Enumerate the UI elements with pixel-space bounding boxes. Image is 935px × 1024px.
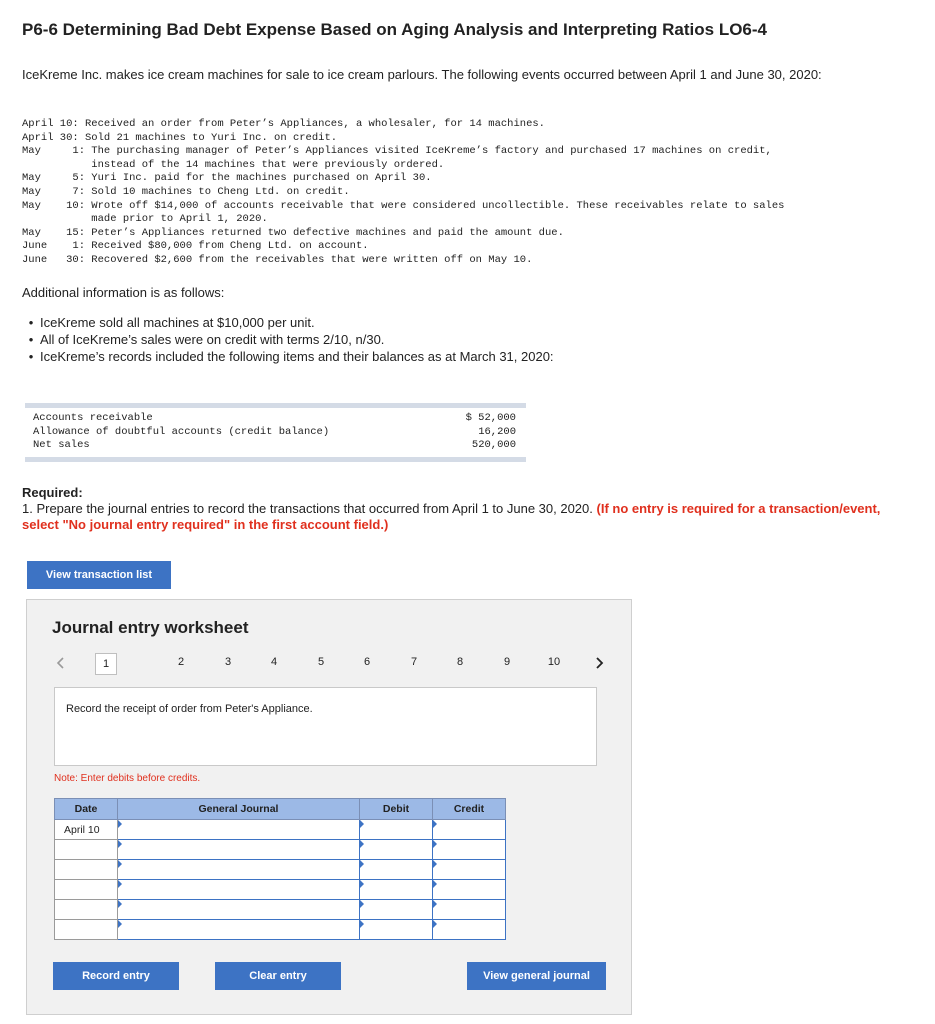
worksheet-pager [54, 654, 604, 674]
journal-row [55, 920, 506, 940]
chevron-right-icon[interactable] [594, 656, 604, 670]
page-tab-8[interactable]: 8 [456, 656, 464, 668]
journal-row [55, 860, 506, 880]
record-entry-button[interactable]: Record entry [53, 962, 179, 990]
journal-header-row [55, 799, 506, 820]
bullet-item: • IceKreme’s records included the following items and their balances as at March 31, 2020: [22, 348, 554, 365]
event-line: May 10: Wrote off $14,000 of accounts receivable that were considered uncollectible. These receivables relate to sales [22, 199, 785, 212]
balances-table [25, 403, 526, 462]
event-line: May 5: Yuri Inc. paid for the machines purchased on April 30. [22, 172, 432, 185]
event-line: May 1: The purchasing manager of Peter’s Appliances visited IceKreme’s factory and purchased 17 machines on credit, [22, 145, 772, 158]
journal-row [55, 820, 506, 840]
balance-value: $ 52,000 [465, 412, 516, 424]
event-line: May 7: Sold 10 machines to Cheng Ltd. on credit. [22, 185, 350, 198]
page-tab-2[interactable]: 2 [177, 656, 185, 668]
page-tab-3[interactable]: 3 [224, 656, 232, 668]
event-line: June 30: Recovered $2,600 from the receivables that were written off on May 10. [22, 253, 533, 266]
debit-input[interactable] [360, 840, 433, 860]
page-tab-9[interactable]: 9 [503, 656, 511, 668]
date-cell [55, 840, 118, 860]
credit-input[interactable] [433, 920, 506, 940]
debit-input[interactable] [360, 860, 433, 880]
page-tab-7[interactable]: 7 [410, 656, 418, 668]
balance-row [25, 439, 526, 453]
view-transaction-list-button[interactable]: View transaction list [27, 561, 171, 589]
balance-label: Allowance of doubtful accounts (credit balance) [33, 425, 330, 438]
credit-input[interactable] [433, 840, 506, 860]
page-tab-10[interactable]: 10 [547, 656, 561, 668]
journal-row [55, 900, 506, 920]
account-input[interactable] [118, 820, 360, 840]
date-cell [55, 880, 118, 900]
event-line: May 15: Peter’s Appliances returned two defective machines and paid the amount due. [22, 226, 564, 239]
required-instruction: (If no entry is required for a transaction/event, select "No journal entry required" in the first account field.) [22, 501, 881, 532]
credit-input[interactable] [433, 880, 506, 900]
balance-label: Net sales [33, 439, 90, 451]
account-input[interactable] [118, 840, 360, 860]
balance-row [25, 426, 526, 440]
balance-value: 16,200 [478, 425, 516, 438]
page-tab-4[interactable]: 4 [270, 656, 278, 668]
credit-input[interactable] [433, 820, 506, 840]
debit-input[interactable] [360, 900, 433, 920]
account-input[interactable] [118, 920, 360, 940]
page-title: P6-6 Determining Bad Debt Expense Based on Aging Analysis and Interpreting Ratios LO6-4 [22, 20, 767, 39]
date-cell [55, 860, 118, 880]
event-line: instead of the 14 machines that were previously ordered. [22, 158, 445, 171]
journal-column-header: General Journal [118, 799, 360, 820]
credit-column-header: Credit [433, 799, 506, 820]
account-input[interactable] [118, 860, 360, 880]
view-general-journal-button[interactable]: View general journal [467, 962, 606, 990]
page-tab-5[interactable]: 5 [317, 656, 325, 668]
page-tab-1[interactable]: 1 [95, 653, 117, 675]
bullet-item: • IceKreme sold all machines at $10,000 per unit. [22, 314, 554, 331]
required-section [22, 485, 902, 533]
account-input[interactable] [118, 900, 360, 920]
info-bullets [22, 314, 554, 365]
balance-label: Accounts receivable [33, 412, 153, 424]
debit-input[interactable] [360, 880, 433, 900]
credit-input[interactable] [433, 900, 506, 920]
transaction-description: Record the receipt of order from Peter's Appliance. [66, 703, 313, 715]
debit-input[interactable] [360, 920, 433, 940]
event-line: April 10: Received an order from Peter’s Appliances, a wholesaler, for 14 machines. [22, 118, 545, 130]
bullet-item: • All of IceKreme’s sales were on credit with terms 2/10, n/30. [22, 331, 554, 348]
event-line: June 1: Received $80,000 from Cheng Ltd. on account. [22, 240, 369, 253]
journal-row [55, 840, 506, 860]
required-heading: Required: [22, 485, 83, 500]
balance-value: 520,000 [471, 439, 516, 451]
required-text: 1. Prepare the journal entries to record the transactions that occurred from April 1 to June 30, 2020. [22, 501, 593, 516]
debit-column-header: Debit [360, 799, 433, 820]
journal-worksheet-panel [26, 599, 632, 1015]
entry-note: Note: Enter debits before credits. [54, 773, 201, 784]
balance-row [25, 412, 526, 426]
additional-info-label: Additional information is as follows: [22, 285, 225, 300]
clear-entry-button[interactable]: Clear entry [215, 962, 341, 990]
events-list [22, 118, 784, 268]
credit-input[interactable] [433, 860, 506, 880]
date-cell [55, 900, 118, 920]
journal-table [54, 798, 506, 940]
transaction-description-box [54, 687, 597, 766]
date-cell [55, 920, 118, 940]
account-input[interactable] [118, 880, 360, 900]
chevron-left-icon[interactable] [56, 656, 66, 670]
date-cell: April 10 [55, 820, 118, 840]
debit-input[interactable] [360, 820, 433, 840]
date-column-header: Date [55, 799, 118, 820]
intro-text: IceKreme Inc. makes ice cream machines for sale to ice cream parlours. The following events occurred between April 1 and June 30, 2020: [22, 67, 822, 82]
worksheet-title: Journal entry worksheet [52, 618, 249, 637]
event-line: made prior to April 1, 2020. [22, 213, 268, 226]
journal-row [55, 880, 506, 900]
page-tab-6[interactable]: 6 [363, 656, 371, 668]
event-line: April 30: Sold 21 machines to Yuri Inc. on credit. [22, 131, 338, 144]
